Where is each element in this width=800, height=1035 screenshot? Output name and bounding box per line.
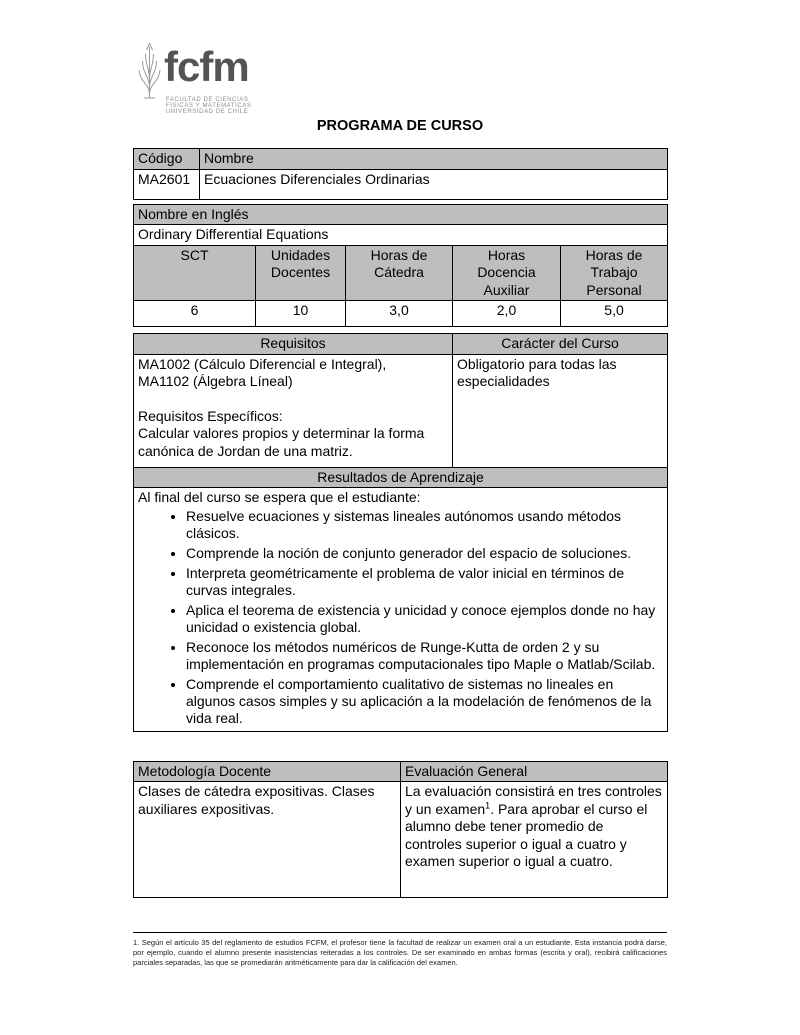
requisito-line: MA1002 (Cálculo Diferencial e Integral), — [138, 355, 387, 372]
fcfm-wordmark: fcfm — [164, 43, 249, 90]
requisito-line: MA1102 (Álgebra Líneal) — [138, 373, 293, 389]
requisitos-header-cell: Requisitos — [134, 334, 453, 355]
caracter-content-cell: Obligatorio para todas las especialidades — [453, 354, 668, 467]
fcfm-caption — [166, 97, 252, 115]
course-code-table — [133, 148, 668, 200]
nombre-value-cell: Ecuaciones Diferenciales Ordinarias — [200, 169, 668, 199]
hours-value-sct: 6 — [134, 301, 256, 327]
requisitos-resultados-table — [133, 333, 668, 732]
hours-value-docencia-auxiliar: 2,0 — [453, 301, 561, 327]
nombre-ingles-value-cell: Ordinary Differential Equations — [134, 225, 668, 246]
resultados-item: • Reconoce los métodos numéricos de Runge-Kutta de orden 2 y su implementación en programas computacionales tipo Maple o Matlab/Scilab. — [186, 639, 663, 673]
hours-header-sct: SCT — [134, 245, 256, 301]
evaluacion-header-cell: Evaluación General — [401, 761, 668, 782]
fcfm-tree-icon — [136, 42, 163, 100]
nombre-header-cell: Nombre — [200, 149, 668, 170]
footnote-text: 1. Según el artículo 35 del reglamento de estudios FCFM, el profesor tiene la facultad de realizar un examen oral a un estudiante. Esta instancia podrá darse, por ejemplo, cuando el alumno presente inasistencias reiteradas a los controles. De ser examinado en ambas formas (escrita y oral), recibirá calificaciones parciales separadas, las que se promediarán aritméticamente para dar la calificación del examen. — [133, 938, 667, 967]
hours-value-trabajo-personal: 5,0 — [561, 301, 668, 327]
hours-header-trabajo-personal: Horas de Trabajo Personal — [561, 245, 668, 301]
metodologia-header-cell: Metodología Docente — [134, 761, 401, 782]
hours-header-unidades-docentes: Unidades Docentes — [256, 245, 346, 301]
fcfm-caption-line: FISICAS Y MATEMATICAS — [166, 103, 252, 109]
metodologia-evaluacion-table — [133, 761, 668, 899]
codigo-value-cell: MA2601 — [134, 169, 200, 199]
evaluacion-text-start: La evaluación consistirá en tres controles y un examen — [405, 783, 662, 817]
resultados-item: • Resuelve ecuaciones y sistemas lineales autónomos usando métodos clásicos. — [186, 508, 663, 542]
document-content — [133, 148, 667, 968]
metodologia-content-cell: Clases de cátedra expositivas. Clases auxiliares expositivas. — [134, 782, 401, 898]
resultados-item: • Aplica el teorema de existencia y unicidad y conoce ejemplos donde no hay unicidad o existencia global. — [186, 602, 663, 636]
evaluacion-text-end: . Para aprobar el curso el alumno debe tener promedio de controles superior o igual a cuatro y examen superior o igual a cuatro. — [405, 800, 648, 869]
fcfm-caption-line: FACULTAD DE CIENCIAS — [166, 97, 249, 103]
hours-value-horas-catedra: 3,0 — [346, 301, 453, 327]
hours-header-horas-catedra: Horas de Cátedra — [346, 245, 453, 301]
page-title: PROGRAMA DE CURSO — [316, 118, 484, 134]
fcfm-logo — [128, 40, 288, 118]
footnote-ref-superscript: 1 — [485, 799, 491, 810]
course-hours-table — [133, 204, 668, 328]
footnote-separator — [133, 932, 667, 933]
requisitos-content-cell — [134, 354, 453, 467]
resultados-header-cell: Resultados de Aprendizaje — [134, 467, 668, 488]
evaluacion-content-cell — [401, 782, 668, 898]
resultados-item: • Comprende el comportamiento cualitativo de sistemas no lineales en algunos casos simples y su aplicación a la modelación de fenómenos de la vida real. — [186, 676, 663, 727]
resultados-item: • Comprende la noción de conjunto generador del espacio de soluciones. — [186, 545, 663, 562]
codigo-header-cell: Código — [134, 149, 200, 170]
hours-header-docencia-auxiliar: Horas Docencia Auxiliar — [453, 245, 561, 301]
fcfm-caption-line: UNIVERSIDAD DE CHILE — [166, 109, 249, 115]
resultados-list — [138, 508, 663, 727]
resultados-item: • Interpreta geométricamente el problema de valor inicial en términos de curvas integrales. — [186, 565, 663, 599]
nombre-ingles-header-cell: Nombre en Inglés — [134, 204, 668, 225]
resultados-content-cell — [134, 488, 668, 732]
requisitos-especificos-title: Requisitos Específicos: — [138, 407, 283, 424]
hours-value-unidades-docentes: 10 — [256, 301, 346, 327]
requisitos-especificos-text: Calcular valores propios y determinar la forma canónica de Jordan de una matriz. — [138, 425, 425, 459]
resultados-intro: Al final del curso se espera que el estudiante: — [138, 489, 421, 505]
caracter-header-cell: Carácter del Curso — [453, 334, 668, 355]
blank-line — [138, 391, 448, 408]
